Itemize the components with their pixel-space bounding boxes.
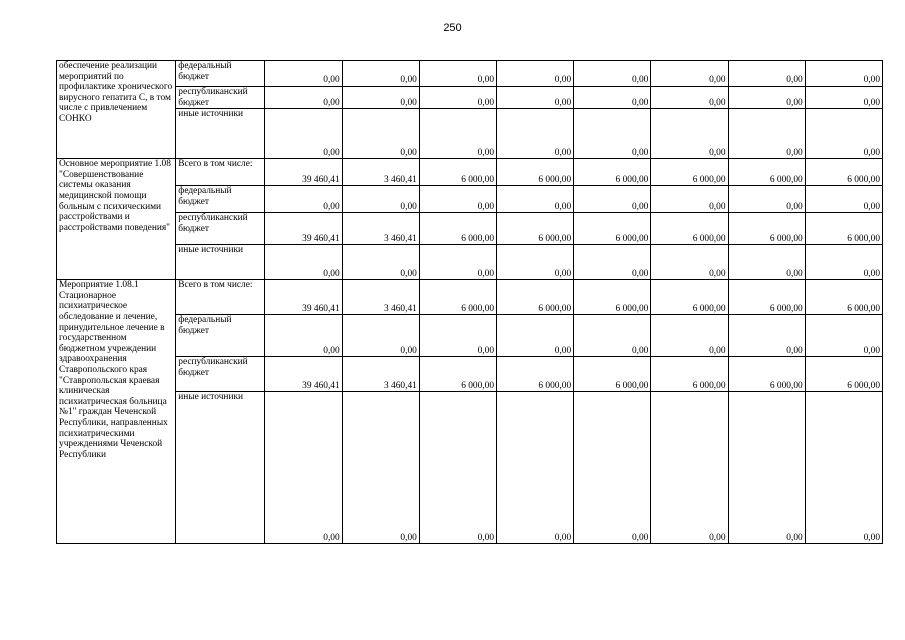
amount-cell: 6 000,00	[651, 357, 728, 392]
funding-source-cell: федеральный бюджет	[176, 186, 265, 213]
amount-cell: 0,00	[805, 186, 882, 213]
funding-source-cell: федеральный бюджет	[176, 61, 265, 87]
table-row	[57, 87, 883, 109]
funding-source-cell: иные источники	[176, 109, 265, 159]
funding-source-cell: республиканский бюджет	[176, 213, 265, 245]
table-row	[57, 159, 883, 186]
table-row	[57, 186, 883, 213]
amount-cell: 0,00	[728, 315, 805, 357]
funding-source-cell: иные источники	[176, 245, 265, 280]
amount-cell: 6 000,00	[497, 213, 574, 245]
amount-cell: 0,00	[342, 109, 419, 159]
amount-cell: 6 000,00	[805, 159, 882, 186]
table-row	[57, 315, 883, 357]
amount-cell: 0,00	[265, 392, 342, 544]
amount-cell: 0,00	[574, 61, 651, 87]
amount-cell: 3 460,41	[342, 280, 419, 315]
amount-cell: 0,00	[651, 61, 728, 87]
amount-cell: 6 000,00	[497, 159, 574, 186]
amount-cell: 6 000,00	[419, 280, 496, 315]
table-row	[57, 392, 883, 544]
amount-cell: 6 000,00	[651, 213, 728, 245]
amount-cell: 0,00	[342, 392, 419, 544]
amount-cell: 0,00	[728, 109, 805, 159]
amount-cell: 0,00	[419, 315, 496, 357]
amount-cell: 0,00	[497, 61, 574, 87]
budget-table	[56, 60, 883, 544]
amount-cell: 0,00	[805, 61, 882, 87]
amount-cell: 0,00	[419, 109, 496, 159]
page-number: 250	[443, 22, 462, 34]
amount-cell: 0,00	[651, 186, 728, 213]
amount-cell: 6 000,00	[728, 280, 805, 315]
amount-cell: 0,00	[265, 87, 342, 109]
funding-source-cell: Всего в том числе:	[176, 159, 265, 186]
amount-cell: 3 460,41	[342, 213, 419, 245]
amount-cell: 0,00	[497, 186, 574, 213]
measure-name-cell: Мероприятие 1.08.1 Стационарное психиатрическое обследование и лечение, принудительное лечение в государственном бюджетном учреждении здравоохранения Ставропольского края "Ставропольская краевая клиническая психиатрическая больница №1" граждан Чеченской Республики, направленных психиатрическими учреждениями Чеченской Республики	[57, 280, 176, 544]
amount-cell: 0,00	[265, 109, 342, 159]
amount-cell: 6 000,00	[651, 159, 728, 186]
amount-cell: 0,00	[805, 87, 882, 109]
table-row	[57, 213, 883, 245]
amount-cell: 0,00	[497, 87, 574, 109]
amount-cell: 6 000,00	[574, 213, 651, 245]
measure-name-cell: Основное мероприятие 1.08 "Совершенствование системы оказания медицинской помощи больным с психическими расстройствами и расстройствами поведения"	[57, 159, 176, 280]
amount-cell: 6 000,00	[419, 213, 496, 245]
amount-cell: 3 460,41	[342, 357, 419, 392]
table-row	[57, 109, 883, 159]
amount-cell: 0,00	[342, 186, 419, 213]
amount-cell: 0,00	[728, 392, 805, 544]
amount-cell: 0,00	[574, 109, 651, 159]
amount-cell: 0,00	[574, 245, 651, 280]
amount-cell: 0,00	[419, 392, 496, 544]
amount-cell: 0,00	[728, 186, 805, 213]
amount-cell: 0,00	[574, 392, 651, 544]
amount-cell: 0,00	[265, 315, 342, 357]
amount-cell: 0,00	[497, 245, 574, 280]
amount-cell: 0,00	[419, 87, 496, 109]
amount-cell: 0,00	[419, 61, 496, 87]
amount-cell: 0,00	[805, 245, 882, 280]
amount-cell: 0,00	[728, 245, 805, 280]
funding-source-cell: иные источники	[176, 392, 265, 544]
amount-cell: 0,00	[805, 109, 882, 159]
amount-cell: 0,00	[651, 245, 728, 280]
amount-cell: 39 460,41	[265, 357, 342, 392]
amount-cell: 0,00	[497, 109, 574, 159]
amount-cell: 0,00	[265, 245, 342, 280]
table-row	[57, 280, 883, 315]
funding-source-cell: республиканский бюджет	[176, 357, 265, 392]
amount-cell: 0,00	[419, 245, 496, 280]
amount-cell: 6 000,00	[728, 159, 805, 186]
amount-cell: 39 460,41	[265, 159, 342, 186]
amount-cell: 0,00	[728, 61, 805, 87]
amount-cell: 6 000,00	[419, 159, 496, 186]
amount-cell: 6 000,00	[497, 280, 574, 315]
amount-cell: 0,00	[651, 87, 728, 109]
amount-cell: 0,00	[651, 392, 728, 544]
amount-cell: 6 000,00	[574, 280, 651, 315]
measure-name-cell: обеспечение реализации мероприятий по профилактике хронического вирусного гепатита С, в том числе с привлечением СОНКО	[57, 61, 176, 159]
amount-cell: 0,00	[574, 87, 651, 109]
amount-cell: 0,00	[574, 315, 651, 357]
amount-cell: 39 460,41	[265, 280, 342, 315]
table-row	[57, 357, 883, 392]
funding-source-cell: Всего в том числе:	[176, 280, 265, 315]
amount-cell: 0,00	[805, 315, 882, 357]
amount-cell: 6 000,00	[419, 357, 496, 392]
amount-cell: 0,00	[342, 61, 419, 87]
amount-cell: 6 000,00	[805, 213, 882, 245]
amount-cell: 6 000,00	[728, 357, 805, 392]
amount-cell: 6 000,00	[805, 280, 882, 315]
amount-cell: 0,00	[728, 87, 805, 109]
amount-cell: 3 460,41	[342, 159, 419, 186]
amount-cell: 0,00	[574, 186, 651, 213]
amount-cell: 6 000,00	[574, 159, 651, 186]
amount-cell: 6 000,00	[728, 213, 805, 245]
amount-cell: 0,00	[265, 186, 342, 213]
amount-cell: 0,00	[342, 245, 419, 280]
funding-source-cell: республиканский бюджет	[176, 87, 265, 109]
amount-cell: 0,00	[342, 315, 419, 357]
table-row	[57, 245, 883, 280]
funding-source-cell: федеральный бюджет	[176, 315, 265, 357]
amount-cell: 6 000,00	[805, 357, 882, 392]
amount-cell: 0,00	[497, 315, 574, 357]
amount-cell: 0,00	[651, 109, 728, 159]
amount-cell: 6 000,00	[574, 357, 651, 392]
amount-cell: 6 000,00	[651, 280, 728, 315]
amount-cell: 0,00	[651, 315, 728, 357]
amount-cell: 0,00	[342, 87, 419, 109]
table-row	[57, 61, 883, 87]
amount-cell: 6 000,00	[497, 357, 574, 392]
amount-cell: 0,00	[265, 61, 342, 87]
amount-cell: 0,00	[497, 392, 574, 544]
amount-cell: 0,00	[805, 392, 882, 544]
amount-cell: 0,00	[419, 186, 496, 213]
amount-cell: 39 460,41	[265, 213, 342, 245]
